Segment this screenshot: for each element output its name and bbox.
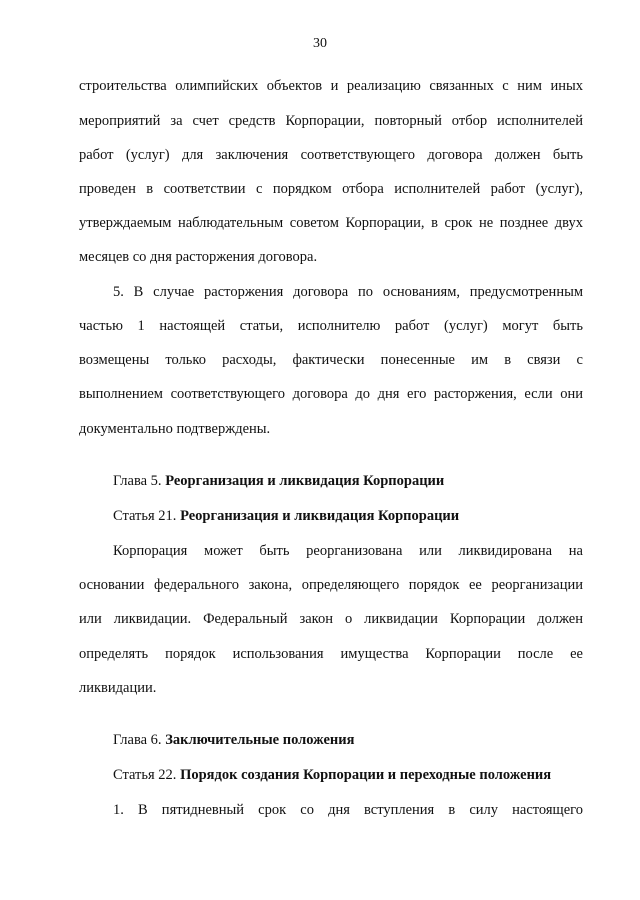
- text-line: строительства олимпийских объектов и реализацию связанных с ним иных: [79, 78, 583, 94]
- text-line: 5. В случае расторжения договора по основаниям, предусмотренным: [113, 284, 583, 300]
- article-heading: [113, 508, 459, 525]
- text-line: мероприятий за счет средств Корпорации, повторный отбор исполнителей: [79, 113, 583, 129]
- text-line: Корпорация может быть реорганизована или ликвидирована на: [113, 543, 583, 559]
- text-line: 1. В пятидневный срок со дня вступления в силу настоящего: [113, 802, 583, 818]
- text-line: основании федерального закона, определяющего порядок ее реорганизации: [79, 577, 583, 593]
- text-line: определять порядок использования имущества Корпорации после ее: [79, 646, 583, 662]
- article-title: Порядок создания Корпорации и переходные положения: [180, 767, 552, 783]
- text-line: документально подтверждены.: [79, 421, 271, 437]
- text-line: утверждаемым наблюдательным советом Корпорации, в срок не позднее двух: [79, 215, 583, 231]
- chapter-title: Заключительные положения: [165, 732, 355, 748]
- text-line: ликвидации.: [79, 680, 157, 696]
- text-line: возмещены только расходы, фактически понесенные им в связи с: [79, 352, 583, 368]
- text-line: выполнением соответствующего договора до дня его расторжения, если они: [79, 386, 583, 402]
- chapter-heading: [113, 732, 355, 749]
- chapter-title: Реорганизация и ликвидация Корпорации: [165, 473, 445, 489]
- chapter-prefix: Глава 5.: [113, 473, 166, 489]
- article-prefix: Статья 21.: [113, 508, 181, 524]
- page-number: 30: [313, 36, 327, 51]
- text-line: месяцев со дня расторжения договора.: [79, 249, 318, 265]
- text-line: проведен в соответствии с порядком отбора исполнителей работ (услуг),: [79, 181, 583, 197]
- text-line: частью 1 настоящей статьи, исполнителю работ (услуг) могут быть: [79, 318, 583, 334]
- chapter-heading: [113, 473, 444, 490]
- article-heading: [113, 767, 551, 784]
- article-prefix: Статья 22.: [113, 767, 181, 783]
- article-title: Реорганизация и ликвидация Корпорации: [180, 508, 460, 524]
- text-line: или ликвидации. Федеральный закон о ликвидации Корпорации должен: [79, 611, 583, 627]
- text-line: работ (услуг) для заключения соответствующего договора должен быть: [79, 147, 583, 163]
- chapter-prefix: Глава 6.: [113, 732, 166, 748]
